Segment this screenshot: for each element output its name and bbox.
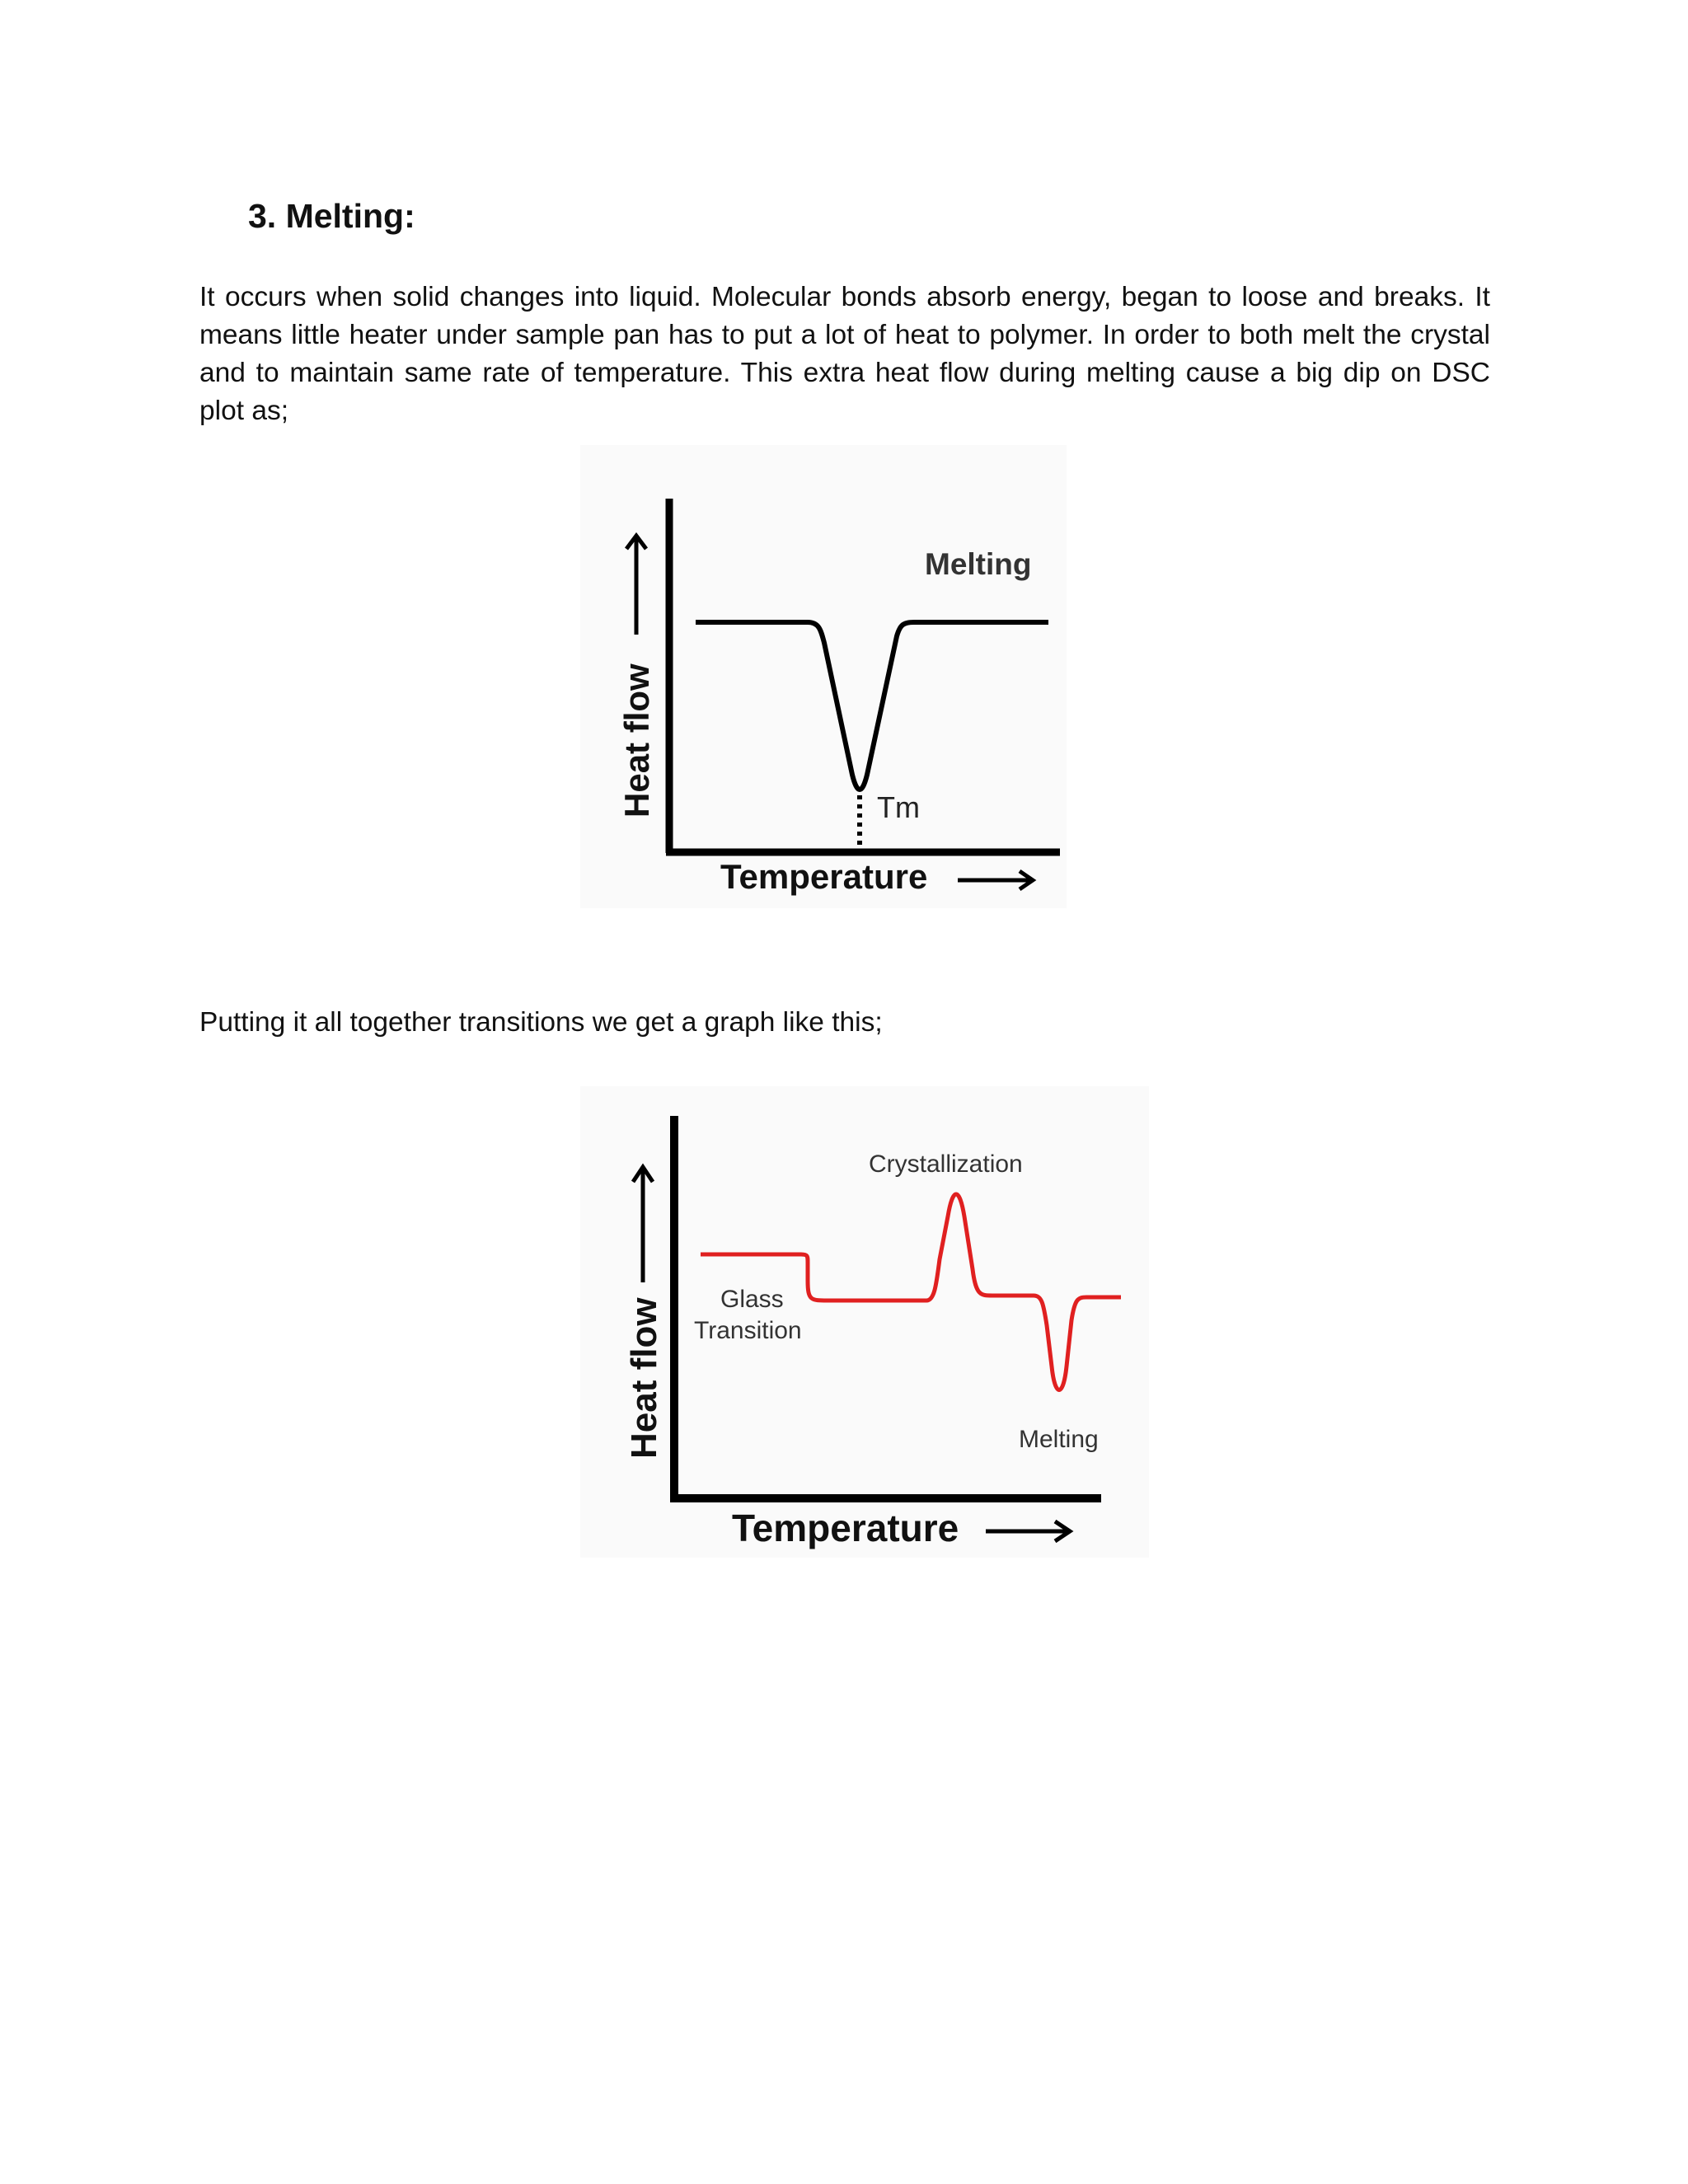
y-axis-label: Heat flow: [624, 1297, 664, 1459]
melting-dsc-figure: [580, 445, 1067, 908]
melting-curve: [696, 622, 1048, 790]
combined-dsc-diagram: [580, 1086, 1149, 1558]
y-axis-label: Heat flow: [617, 663, 656, 818]
melting-label: Melting: [1019, 1426, 1099, 1453]
melting-paragraph: It occurs when solid changes into liquid. Molecular bonds absorb energy, began to loose and breaks. It means little heater under sample pan has to put a lot of heat to polymer. In order to both melt the crystal and to maintain same rate of temperature. This extra heat flow during melting cause a big dip on DSC plot as;: [199, 282, 1490, 426]
x-axis-label: Temperature: [732, 1507, 959, 1549]
glass-transition-label-line2: Transition: [694, 1317, 802, 1344]
tm-label: Tm: [877, 790, 920, 824]
x-axis-label: Temperature: [720, 857, 928, 896]
crystallization-label: Crystallization: [869, 1151, 1023, 1178]
glass-transition-label-line1: Glass: [720, 1286, 784, 1313]
section-heading: 3. Melting:: [248, 197, 415, 235]
transition-paragraph: Putting it all together transitions we get a graph like this;: [199, 1007, 883, 1038]
melting-label: Melting: [925, 547, 1032, 581]
melting-dsc-diagram: [580, 445, 1067, 908]
combined-dsc-figure: [580, 1086, 1149, 1558]
